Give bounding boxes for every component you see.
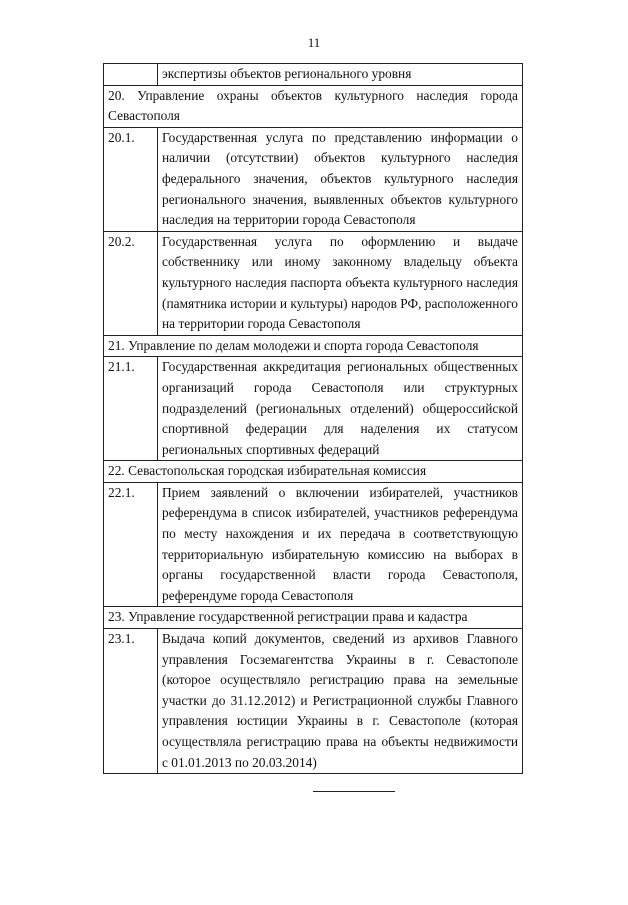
section-row — [104, 461, 523, 483]
item-number — [104, 64, 158, 86]
item-text: Прием заявлений о включении избирателей, участников референдума в список избирателей, участников референдума по месту нахождения и их передача в соответствующую территориальную избирательную комиссию на выборах в органы государственной власти города Севастополя, референдуме города Севастополя — [158, 482, 523, 607]
services-table — [103, 63, 523, 774]
table-row — [104, 231, 523, 335]
item-number: 20.1. — [104, 127, 158, 231]
section-row — [104, 607, 523, 629]
item-text: Государственная услуга по представлению информации о наличии (отсутствии) объектов культурного наследия федерального значения, объектов культурного наследия регионального значения, выявленных объектов культурного наследия на территории города Севастополя — [158, 127, 523, 231]
table-row — [104, 629, 523, 774]
section-row — [104, 85, 523, 127]
item-text: Выдача копий документов, сведений из архивов Главного управления Госземагентства Украины в г. Севастополе (которое осуществляло регистрацию права на земельные участки до 31.12.2012) и Регистрационной службы Главного управления юстиции Украины в г. Севастополе (которая осуществляла регистрацию права на объекты недвижимости с 01.01.2013 по 20.03.2014) — [158, 629, 523, 774]
page-number: 11 — [307, 35, 321, 50]
section-heading: 21. Управление по делам молодежи и спорта города Севастополя — [104, 335, 523, 357]
item-text: экспертизы объектов регионального уровня — [158, 64, 523, 86]
section-row — [104, 335, 523, 357]
table-row — [104, 127, 523, 231]
section-heading: 23. Управление государственной регистрации права и кадастра — [104, 607, 523, 629]
section-heading: 20. Управление охраны объектов культурного наследия города Севастополя — [104, 85, 523, 127]
section-heading: 22. Севастопольская городская избирательная комиссия — [104, 461, 523, 483]
table-row — [104, 357, 523, 461]
item-number: 20.2. — [104, 231, 158, 335]
item-text: Государственная аккредитация региональных общественных организаций города Севастополя или структурных подразделений (региональных отделений) общероссийской спортивной федерации для наделения их статусом региональных спортивных федераций — [158, 357, 523, 461]
table-row — [104, 482, 523, 607]
item-number: 22.1. — [104, 482, 158, 607]
item-text: Государственная услуга по оформлению и выдаче собственнику или иному законному владельцу объекта культурного наследия паспорта объекта культурного наследия (памятника истории и культуры) народов РФ, расположенного на территории города Севастополя — [158, 231, 523, 335]
item-number: 23.1. — [104, 629, 158, 774]
footer-rule — [313, 791, 395, 792]
item-number: 21.1. — [104, 357, 158, 461]
table-row — [104, 64, 523, 86]
